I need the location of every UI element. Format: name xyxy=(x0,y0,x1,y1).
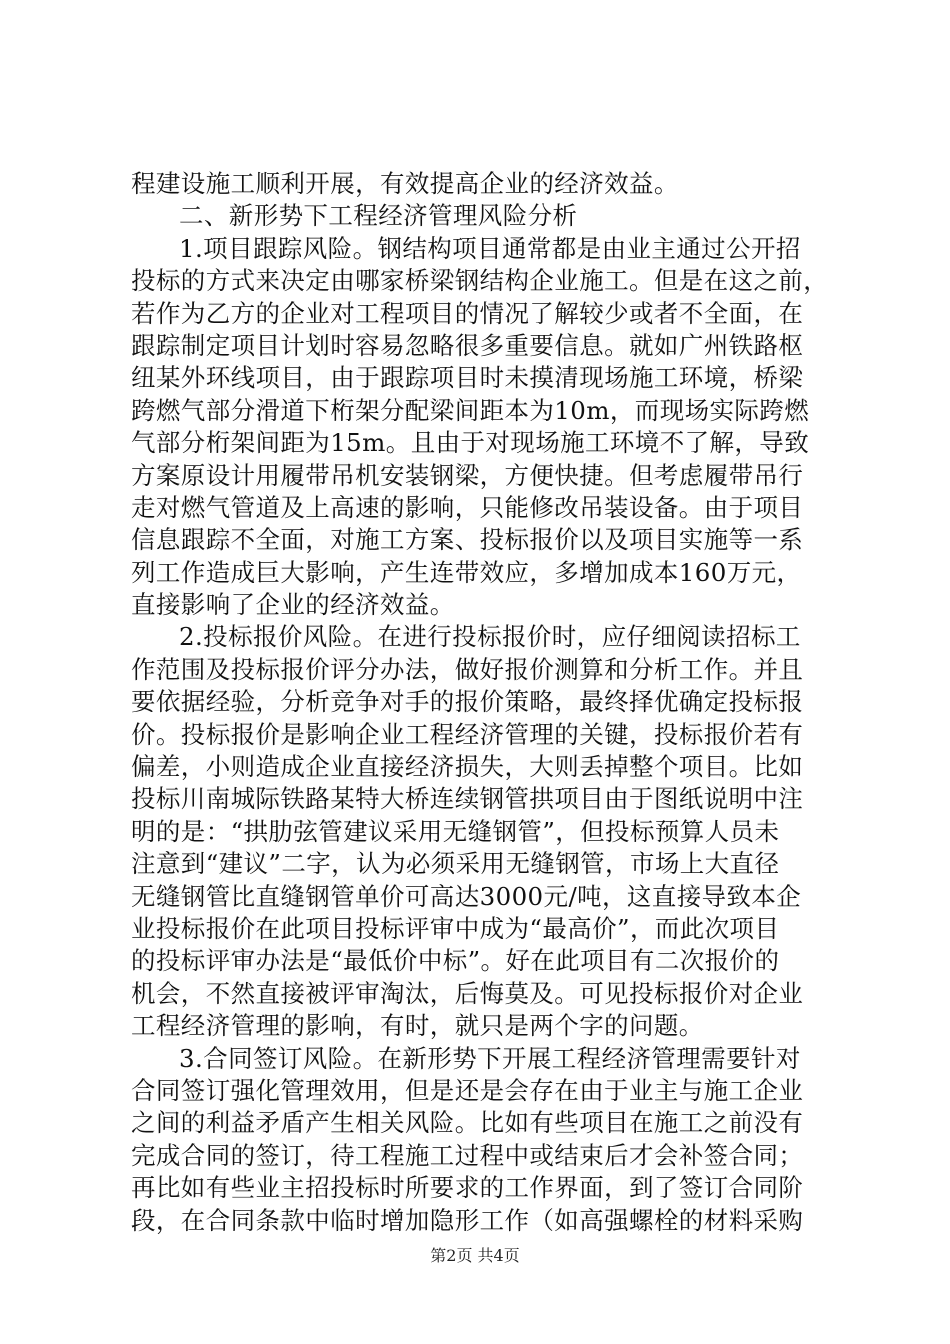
text-line: 3.合同签订风险。在新形势下开展工程经济管理需要针对 xyxy=(179,1043,801,1073)
text-line: 1.项目跟踪风险。钢结构项目通常都是由业主通过公开招 xyxy=(179,233,801,263)
text-line: 段，在合同条款中临时增加隐形工作（如高强螺栓的材料采购 xyxy=(131,1205,804,1235)
text-line: 纽某外环线项目，由于跟踪项目时未摸清现场施工环境，桥梁 xyxy=(131,363,804,393)
text-line: 程建设施工顺利开展，有效提高企业的经济效益。 xyxy=(131,169,679,198)
text-line: 明的是：“拱肋弦管建议采用无缝钢管”，但投标预算人员未 xyxy=(131,816,780,846)
text-line: 投标的方式来决定由哪家桥梁钢结构企业施工。但是在这之前， xyxy=(131,266,829,296)
text-line: 工程经济管理的影响，有时，就只是两个字的问题。 xyxy=(131,1011,704,1041)
text-line: 无缝钢管比直缝钢管单价可高达3000元/吨，这直接导致本企 xyxy=(131,881,802,911)
text-line: 价。投标报价是影响企业工程经济管理的关键，投标报价若有 xyxy=(131,719,804,749)
text-line: 走对燃气管道及上高速的影响，只能修改吊装设备。由于项目 xyxy=(131,492,804,522)
text-line: 2.投标报价风险。在进行投标报价时，应仔细阅读招标工 xyxy=(179,622,801,652)
document-body xyxy=(131,168,831,1237)
text-line: 作范围及投标报价评分办法，做好报价测算和分析工作。并且 xyxy=(131,654,804,684)
text-line: 机会，不然直接被评审淘汰，后悔莫及。可见投标报价对企业 xyxy=(131,978,804,1008)
text-line: 直接影响了企业的经济效益。 xyxy=(131,590,455,620)
text-line: 合同签订强化管理效用，但是还是会存在由于业主与施工企业 xyxy=(131,1075,804,1105)
text-line: 完成合同的签订，待工程施工过程中或结束后才会补签合同； xyxy=(131,1140,804,1170)
text-line: 跟踪制定项目计划时容易忽略很多重要信息。就如广州铁路枢 xyxy=(131,330,804,360)
text-line: 业投标报价在此项目投标评审中成为“最高价”，而此次项目 xyxy=(131,913,780,943)
text-line: 要依据经验，分析竞争对手的报价策略，最终择优确定投标报 xyxy=(131,687,804,717)
page-footer: 第2页 共4页 xyxy=(430,1246,520,1265)
text-line: 若作为乙方的企业对工程项目的情况了解较少或者不全面，在 xyxy=(131,298,804,328)
text-line: 注意到“建议”二字，认为必须采用无缝钢管，市场上大直径 xyxy=(131,849,780,879)
text-line: 偏差，小则造成企业直接经济损失，大则丢掉整个项目。比如 xyxy=(131,752,804,782)
text-line: 再比如有些业主招投标时所要求的工作界面，到了签订合同阶 xyxy=(131,1173,804,1203)
text-line: 二、新形势下工程经济管理风险分析 xyxy=(179,201,578,231)
text-line: 之间的利益矛盾产生相关风险。比如有些项目在施工之前没有 xyxy=(131,1108,804,1138)
text-line: 投标川南城际铁路某特大桥连续钢管拱项目由于图纸说明中注 xyxy=(131,784,804,814)
text-line: 跨燃气部分滑道下桁架分配梁间距本为10m，而现场实际跨燃 xyxy=(131,395,810,425)
text-line: 气部分桁架间距为15m。且由于对现场施工环境不了解，导致 xyxy=(131,428,810,458)
text-line: 列工作造成巨大影响，产生连带效应，多增加成本160万元， xyxy=(131,557,802,587)
text-line: 信息跟踪不全面，对施工方案、投标报价以及项目实施等一系 xyxy=(131,525,804,555)
text-line: 的投标评审办法是“最低价中标”。好在此项目有二次报价的 xyxy=(131,946,780,976)
text-line: 方案原设计用履带吊机安装钢梁，方便快捷。但考虑履带吊行 xyxy=(131,460,804,490)
